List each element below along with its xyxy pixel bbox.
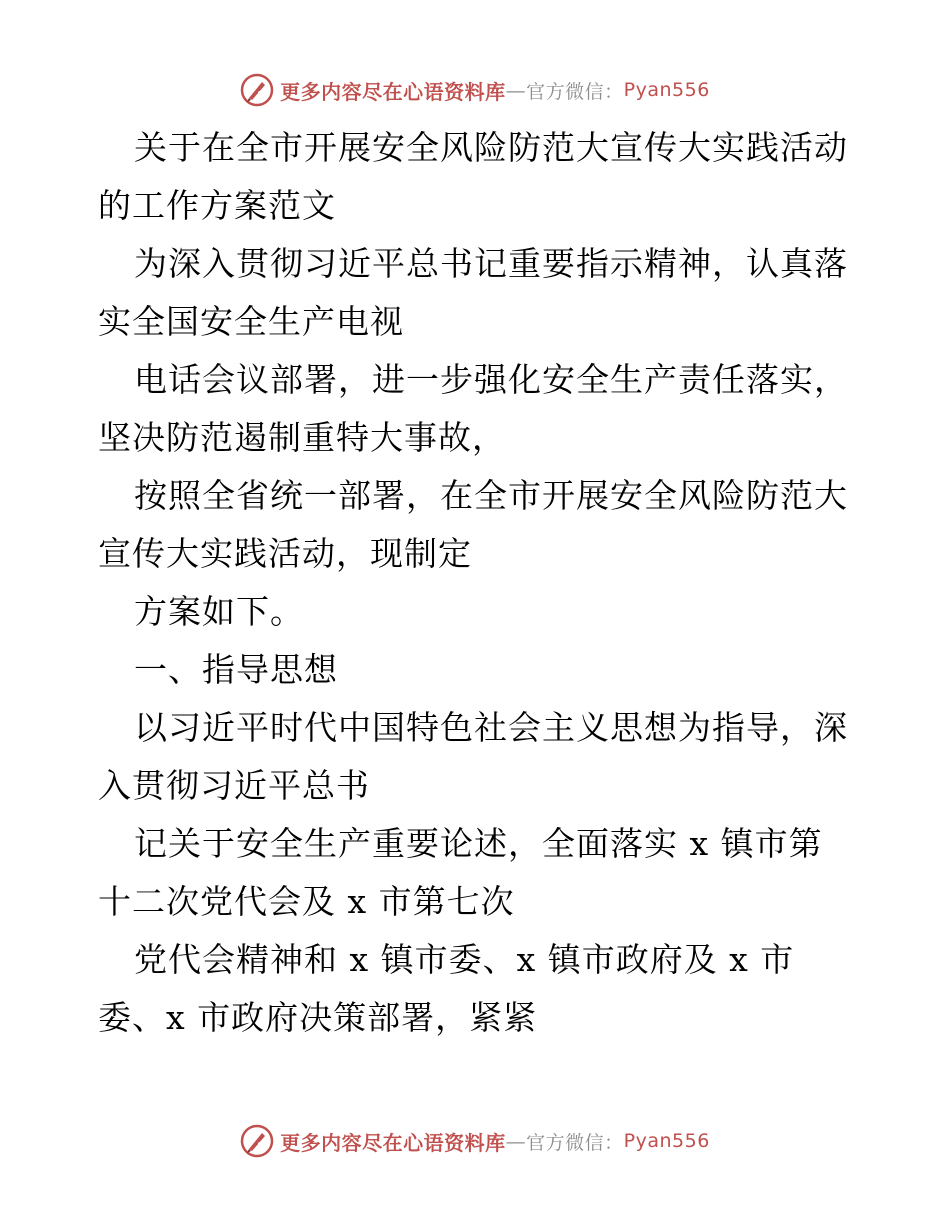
quill-logo-icon — [240, 1124, 274, 1158]
paragraph-line: 宣传大实践活动，现制定 — [98, 534, 472, 573]
header-watermark — [0, 70, 950, 110]
paragraph-line: 按照全省统一部署，在全市开展安全风险防范大 — [134, 476, 848, 515]
title-line-1: 关于在全市开展安全风险防范大宣传大实践活动 — [134, 128, 848, 167]
paragraph-line: 以习近平时代中国特色社会主义思想为指导，深 — [134, 708, 848, 747]
quill-logo-icon — [240, 73, 274, 107]
paragraph-line: 记关于安全生产重要论述，全面落实 x 镇市第 — [134, 824, 823, 863]
paragraph-line: 十二次党代会及 x 市第七次 — [98, 882, 515, 921]
paragraph-line: 电话会议部署，进一步强化安全生产责任落实， — [134, 360, 848, 399]
paragraph-line: 为深入贯彻习近平总书记重要指示精神，认真落 — [134, 244, 848, 283]
paragraph-line: 实全国安全生产电视 — [98, 302, 404, 341]
footer-watermark — [0, 1121, 950, 1161]
section-heading: 一、指导思想 — [134, 650, 338, 689]
watermark-wechat-id: Pyan556 — [623, 1130, 710, 1152]
watermark-dash: — — [505, 1129, 527, 1153]
watermark-wechat-id: Pyan556 — [623, 79, 710, 101]
paragraph-line: 党代会精神和 x 镇市委、x 镇市政府及 x 市 — [134, 940, 795, 979]
watermark-wechat-label: 官方微信： — [526, 1131, 624, 1154]
paragraph-line: 入贯彻习近平总书 — [98, 766, 370, 805]
paragraph-line: 委、x 市政府决策部署，紧紧 — [98, 998, 538, 1037]
paragraph-line: 坚决防范遏制重特大事故， — [98, 418, 506, 457]
watermark-text: 更多内容尽在心语资料库 — [280, 79, 506, 104]
watermark-text: 更多内容尽在心语资料库 — [280, 1130, 506, 1155]
watermark-wechat-label: 官方微信： — [526, 80, 624, 103]
paragraph-line: 方案如下。 — [134, 592, 304, 631]
title-line-2: 的工作方案范文 — [98, 186, 336, 225]
document-body — [98, 119, 858, 1047]
watermark-dash: — — [505, 78, 527, 102]
